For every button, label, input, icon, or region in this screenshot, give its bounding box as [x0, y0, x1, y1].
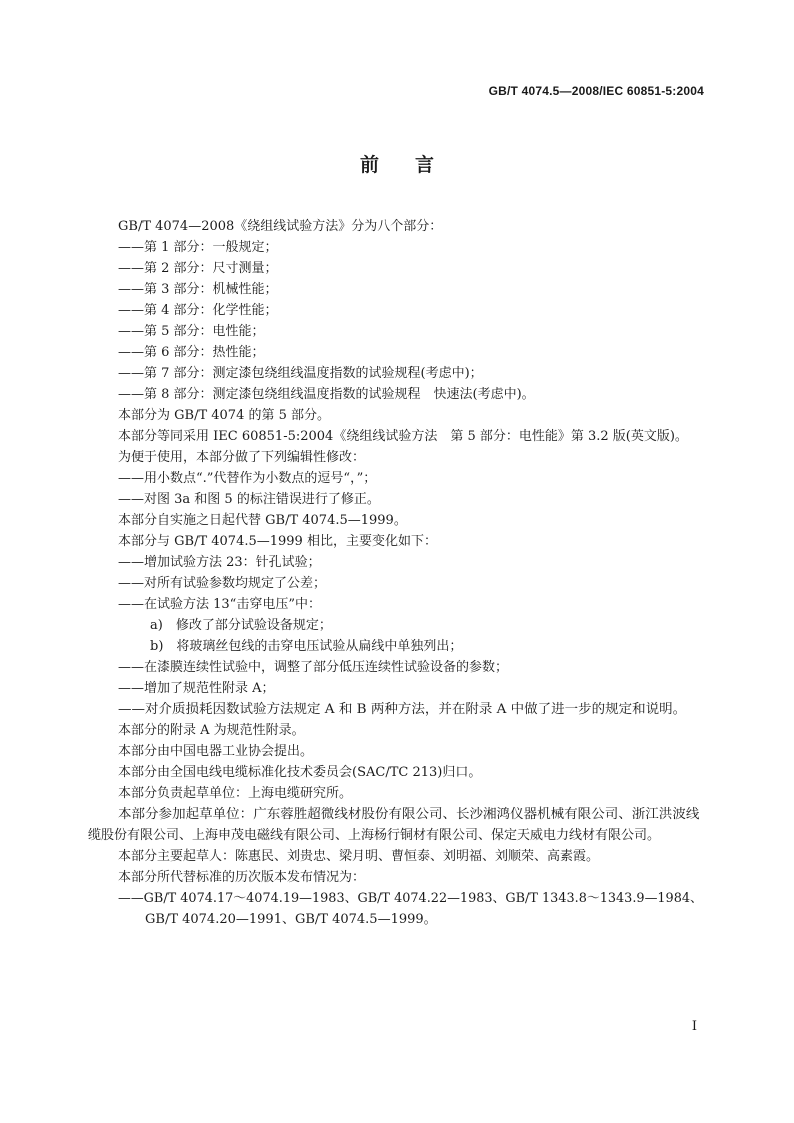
text-line: 本部分主要起草人：陈惠民、刘贵忠、梁月明、曹恒泰、刘明福、刘顺荣、高素霞。 — [118, 849, 600, 864]
list-item: ——在漆膜连续性试验中，调整了部分低压连续性试验设备的参数； — [118, 660, 509, 675]
list-item: ——对介质损耗因数试验方法规定 A 和 B 两种方法，并在附录 A 中做了进一步的规定和说明。 — [118, 702, 687, 717]
text-line: 本部分为 GB/T 4074 的第 5 部分。 — [118, 408, 331, 423]
text-line: 本部分等同采用 IEC 60851-5:2004《绕组线试验方法 第 5 部分：电性能》第 3.2 版(英文版)。 — [118, 429, 688, 444]
list-item: ——第 2 部分：尺寸测量； — [118, 261, 278, 276]
text-line: GB/T 4074—2008《绕组线试验方法》分为八个部分： — [118, 219, 443, 234]
list-item: GB/T 4074.20—1991、GB/T 4074.5—1999。 — [145, 912, 437, 927]
list-item: ——第 6 部分：热性能； — [118, 345, 265, 360]
text-line: 本部分由全国电线电缆标准化技术委员会(SAC/TC 213)归口。 — [118, 765, 482, 780]
list-item: ——在试验方法 13“击穿电压”中： — [118, 597, 321, 612]
list-item: ——第 1 部分：一般规定； — [118, 240, 278, 255]
page-title: 前言 — [359, 154, 470, 176]
list-item: ——对所有试验参数均规定了公差； — [118, 576, 327, 591]
list-item: ——对图 3a 和图 5 的标注错误进行了修正。 — [118, 492, 380, 507]
sub-list-item: b) 将玻璃丝包线的击穿电压试验从扁线中单独列出； — [150, 639, 463, 654]
text-line: 本部分的附录 A 为规范性附录。 — [118, 723, 305, 738]
text-line: 本部分由中国电器工业协会提出。 — [118, 744, 314, 759]
text-line: 本部分所代替标准的历次版本发布情况为： — [118, 870, 366, 885]
text-line: 本部分负责起草单位：上海电缆研究所。 — [118, 786, 353, 801]
list-item: ——第 7 部分：测定漆包绕组线温度指数的试验规程(考虑中)； — [118, 366, 483, 381]
list-item: ——用小数点“.”代替作为小数点的逗号“，”； — [118, 471, 377, 486]
text-line: 本部分参加起草单位：广东蓉胜超微线材股份有限公司、长沙湘鸿仪器机械有限公司、浙江洪波线 — [118, 807, 700, 822]
standard-number-header: GB/T 4074.5—2008/IEC 60851-5:2004 — [488, 84, 704, 98]
text-line: 缆股份有限公司、上海申茂电磁线有限公司、上海杨行铜材有限公司、保定天威电力线材有限公司。 — [88, 828, 661, 843]
list-item: ——增加了规范性附录 A； — [118, 681, 275, 696]
page-number: I — [691, 1019, 697, 1034]
list-item: ——第 5 部分：电性能； — [118, 324, 265, 339]
text-line: 本部分自实施之日起代替 GB/T 4074.5—1999。 — [118, 513, 407, 528]
list-item: ——GB/T 4074.17～4074.19—1983、GB/T 4074.22—1983、GB/T 1343.8～1343.9—1984、 — [118, 891, 703, 906]
text-line: 本部分与 GB/T 4074.5—1999 相比，主要变化如下： — [118, 534, 437, 549]
list-item: ——第 8 部分：测定漆包绕组线温度指数的试验规程 快速法(考虑中)。 — [118, 387, 535, 402]
list-item: ——第 3 部分：机械性能； — [118, 282, 278, 297]
list-item: ——第 4 部分：化学性能； — [118, 303, 278, 318]
list-item: ——增加试验方法 23：针孔试验； — [118, 555, 321, 570]
text-line: 为便于使用，本部分做了下列编辑性修改： — [118, 450, 366, 465]
sub-list-item: a) 修改了部分试验设备规定； — [150, 618, 332, 633]
